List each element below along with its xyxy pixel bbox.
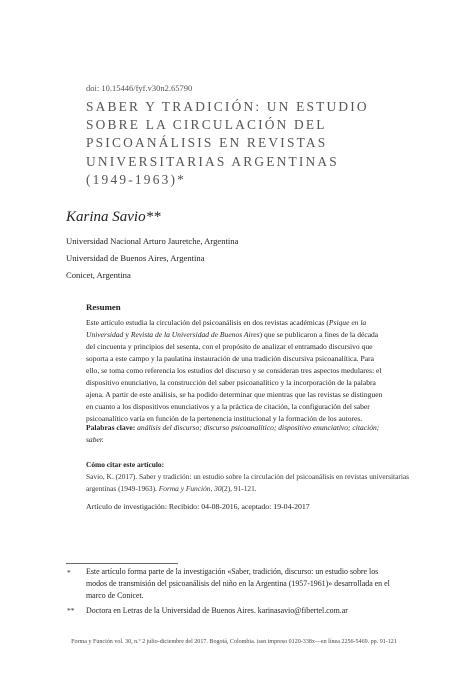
keywords [86,422,384,446]
page-footer: Forma y Función vol. 30, n.º 2 julio-diciembre del 2017. Bogotá, Colombia. issn impreso 0120-338x—en línea 2256-5469. pp. 91-121 [71,639,397,645]
article-title [86,98,426,189]
abstract-line: Este artículo estudia la circulación del psicoanálisis en dos revistas académicas (Psique en la [86,318,367,327]
abstract-line: Universidad y Revista de la Universidad de Buenos Aires) que se publicaron a fines de la década [86,329,379,339]
author-name: Karina Savio** [66,209,161,225]
keywords-list: saber. [86,434,104,444]
abstract-line: ajena. A partir de este análisis, se ha podido determinar que mientras que las revistas se distinguen [86,389,383,399]
affiliation: Universidad de Buenos Aires, Argentina [66,253,205,263]
title-line: (1949-1963)* [86,171,187,187]
abstract-line: en cuanto a los dispositivos enunciativos y a la práctica de citación, la configuración del saber [86,401,370,411]
title-line: UNIVERSITARIAS ARGENTINAS [86,153,339,169]
abstract-line: del cincuenta y principios del sesenta, con el propósito de analizar el entramado discursivo que [86,341,373,351]
title-line: PSICOANÁLISIS EN REVISTAS [86,135,328,151]
abstract-line: soporta a este campo y la paulatina instauración de una tradición discursiva psicoanalítica. Para [86,353,374,363]
keywords-label: Palabras clave: [86,423,136,432]
footnote-line: Este artículo forma parte de la investigación «Saber, tradición, discurso: un estudio sobre los [86,567,379,576]
doi: doi: 10.15446/fyf.v30n2.65790 [86,83,193,93]
title-line: SOBRE LA CIRCULACIÓN DEL [86,117,327,133]
footnote-mark: ** [67,606,75,615]
footnote-divider [66,563,178,564]
abstract-line: ello, se toma como referencia los estudios del discurso y se consideran tres aspectos medulares: el [86,365,382,375]
footnote-line: modos de transmisión del psicoanálisis del niño en la Argentina (1957-1961)» desarrollada en el [86,578,390,588]
article-dates: Artículo de investigación: Recibido: 04-08-2016, aceptado: 19-04-2017 [86,502,310,511]
abstract-line: psicoanalítico varía en función de la pertenencia institucional y la formación de los autores. [86,413,363,423]
affiliation: Universidad Nacional Arturo Jauretche, Argentina [66,236,239,246]
footnote-line: Doctora en Letras de la Universidad de Buenos Aires. karinasavio@fibertel.com.ar [86,606,348,615]
abstract-heading: Resumen [86,302,121,312]
title-line: SABER Y TRADICIÓN: UN ESTUDIO [86,99,369,114]
citation-line: argentinas (1949-1963). [86,483,159,493]
keywords-list: análisis del discurso; discurso psicoanalítico; dispositivo enunciativo; citación; [137,423,380,432]
footnote-line: marco de Conicet. [86,590,144,600]
citation-heading: Cómo citar este artículo: [86,460,165,469]
footnote-text [86,605,386,617]
abstract-line: dispositivo enunciativo, la construcción del saber psicoanalítico y la incorporación de la palabra [86,377,376,387]
footnote-text [86,566,390,602]
citation-line: (2), 91-121. [221,483,257,493]
abstract-body [86,317,384,425]
citation-text [86,471,410,495]
citation-journal: Forma y Función, 30 [158,483,222,493]
footnote-mark: * [67,568,71,577]
citation-line: Savio, K. (2017). Saber y tradición: un estudio sobre la circulación del psicoanálisis en revistas universitarias [86,472,410,481]
affiliation: Conicet, Argentina [66,270,131,280]
